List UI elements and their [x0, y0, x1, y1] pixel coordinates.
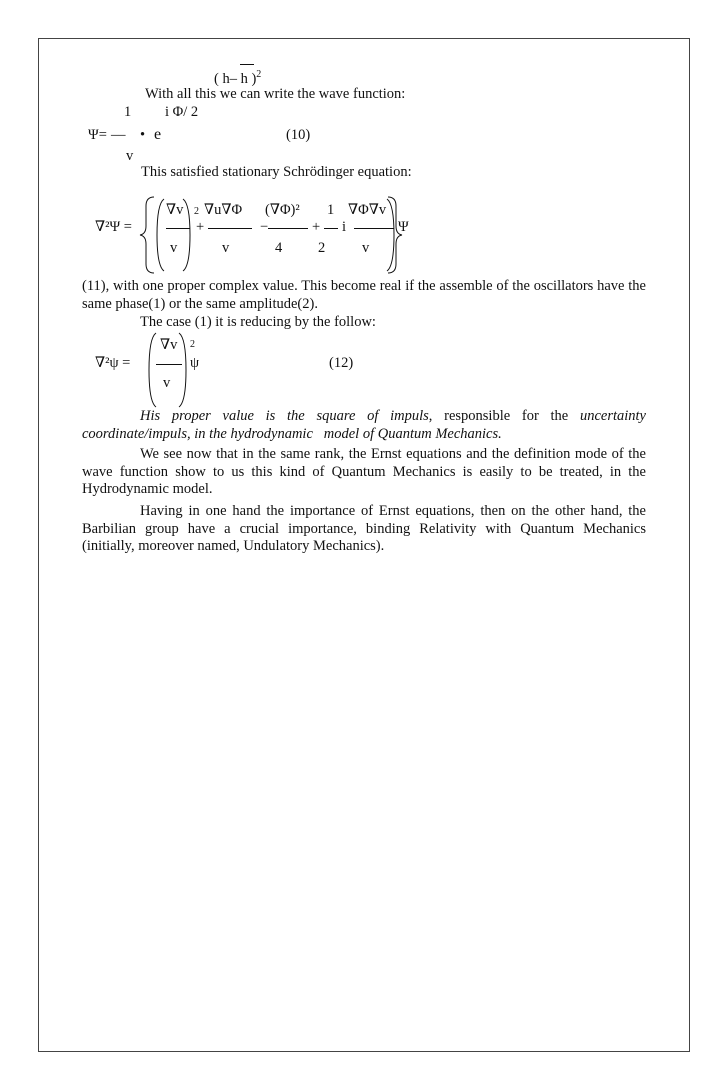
italic-uncertainty: uncertainty coordinate/impuls, in the hydrodynamic model of Quantum Mechanics. — [82, 408, 646, 442]
eq11-left-brace — [138, 196, 158, 274]
eq11-imaginary-unit: i — [342, 219, 347, 235]
eq11-minus: − — [260, 219, 269, 235]
eq11-plus-1: + — [196, 219, 205, 235]
eq11-term4-bar — [324, 228, 338, 229]
eq11-term1-close-paren — [182, 198, 192, 272]
eq11-left-paren — [156, 198, 166, 272]
eq10-dot: • — [140, 127, 146, 143]
eq12-right-paren — [178, 332, 188, 408]
paragraph-impuls — [82, 408, 646, 443]
eq11-term5-denominator: v — [362, 240, 370, 256]
eq11-term2-numerator: ∇u∇Φ — [204, 202, 243, 218]
intro-line: With all this we can write the wave function: — [145, 86, 406, 102]
eq11-term1-exponent: 2 — [194, 206, 199, 217]
eq12-numerator: ∇v — [160, 337, 178, 353]
eq10-exponent: i Φ/ 2 — [165, 104, 199, 120]
eq11-rhs: Ψ — [398, 219, 409, 235]
eq11-term2-bar — [208, 228, 252, 229]
eq-top: ( h– h )$^2$ — [214, 69, 262, 87]
eq11-term4-denominator: 2 — [318, 240, 326, 256]
hbar-overline — [240, 64, 254, 65]
eq11-term1-denominator: v — [170, 240, 178, 256]
eq11-term5-numerator: ∇Φ∇v — [348, 202, 387, 218]
eq11-term3-bar — [268, 228, 308, 229]
eq12-left-paren — [148, 332, 158, 408]
eq11-term3-denominator: 4 — [275, 240, 283, 256]
case-line: The case (1) it is reducing by the follow: — [140, 314, 376, 330]
eq10-numerator: 1 — [124, 104, 132, 120]
eq12-denominator: v — [163, 375, 171, 391]
eq10-denominator: v — [126, 148, 134, 164]
eq12-lhs: ∇²ψ = — [95, 355, 131, 371]
paragraph-11: (11), with one proper complex value. This become real if the assemble of the oscillators have the same phase(1) or the same amplitude(2). — [82, 278, 646, 312]
eq11-term3-numerator: (∇Φ)² — [265, 202, 300, 218]
eq11-term4-numerator: 1 — [327, 202, 335, 218]
eq10-lhs: Ψ= — [88, 127, 107, 143]
satisfied-line: This satisfied stationary Schrödinger equation: — [141, 164, 412, 180]
eq11-lhs: ∇²Ψ = — [95, 219, 132, 235]
paragraph-ernst: We see now that in the same rank, the Ernst equations and the definition mode of the wave function show to us this kind of Quantum Mechanics is easily to be treated, in the Hydrodynamic model. — [82, 446, 646, 497]
eq11-term2-denominator: v — [222, 240, 230, 256]
eq12-rhs: ψ — [190, 355, 200, 371]
normal-text: , responsible for the — [428, 408, 580, 424]
eq10-label: (10) — [286, 127, 311, 143]
eq10-base: e — [154, 126, 162, 143]
italic-proper-value: His proper value is the square of impuls — [140, 408, 429, 424]
paragraph-barbilian: Having in one hand the importance of Ernst equations, then on the other hand, the Barbilian group have a crucial importance, binding Relativity with Quantum Mechanics (initially, moreover named, Undulatory Mechanics). — [82, 503, 646, 554]
eq11-term1-numerator: ∇v — [166, 202, 184, 218]
eq12-exponent: 2 — [190, 339, 195, 350]
eq10-dash: –– — [111, 127, 126, 143]
eq12-label: (12) — [329, 355, 354, 371]
eq11-plus-2: + — [312, 219, 321, 235]
